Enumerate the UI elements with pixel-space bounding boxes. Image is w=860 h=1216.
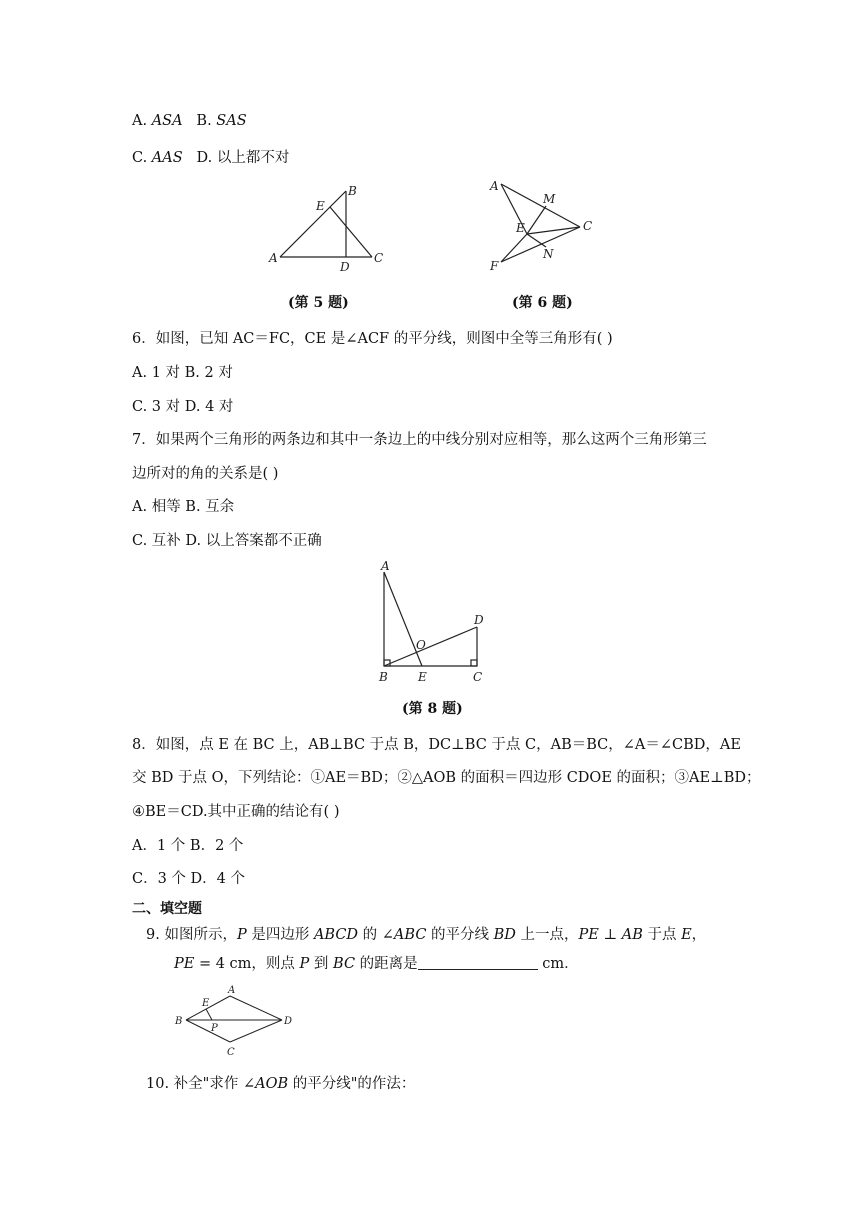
fig5-label-b: B (348, 184, 357, 198)
fig9-label-b: B (175, 1016, 183, 1027)
fig8-caption: (第 8 题) (402, 701, 463, 717)
fig8-label-c: C (473, 670, 483, 684)
figure-8 (372, 560, 496, 686)
fig5-label-a: A (269, 251, 278, 265)
q8-stem-line3: ④BE＝CD.其中正确的结论有( ) (132, 804, 340, 820)
q6-stem: 6．如图，已知 AC＝FC，CE 是∠ACF 的平分线，则图中全等三角形有( ) (132, 331, 613, 347)
fig5-label-e: E (316, 199, 325, 213)
q5-options-line1: A. ASA B. SAS (132, 113, 247, 129)
figure-5 (262, 184, 392, 274)
fig9-label-p: P (211, 1023, 218, 1034)
answer-blank[interactable] (418, 957, 538, 970)
fig6-label-a: A (490, 179, 499, 193)
fig8-label-e: E (418, 670, 427, 684)
fig8-label-a: A (381, 560, 390, 573)
q9-line1: 9. 如图所示，P 是四边形 ABCD 的 ∠ABC 的平分线 BD 上一点，PE ⊥ AB 于点 E， (146, 927, 707, 943)
fig9-label-d: D (284, 1016, 293, 1027)
fig5-label-d: D (340, 260, 350, 274)
q7-options-line2: C. 互补 D. 以上答案都不正确 (132, 533, 322, 549)
figure-9 (170, 982, 300, 1060)
fig5-label-c: C (374, 251, 384, 265)
fig8-label-d: D (474, 613, 484, 627)
q7-options-line1: A. 相等 B. 互余 (132, 499, 235, 515)
fig6-label-m: M (543, 192, 556, 206)
figure-6 (484, 176, 604, 276)
q7-stem-line1: 7．如果两个三角形的两条边和其中一条边上的中线分别对应相等，那么这两个三角形第三 (132, 432, 707, 448)
fig8-label-b: B (379, 670, 388, 684)
q8-options-line1: A．1 个 B．2 个 (132, 838, 244, 854)
fig9-label-e: E (202, 998, 210, 1009)
section-heading: 二、填空题 (132, 901, 202, 917)
q8-stem-line1: 8．如图，点 E 在 BC 上，AB⊥BC 于点 B，DC⊥BC 于点 C，AB＝BC，∠A＝∠CBD，AE (132, 737, 741, 753)
fig6-label-c: C (583, 219, 593, 233)
q5-options-line2: C. AAS D. 以上都不对 (132, 150, 290, 166)
q6-options-line2: C. 3 对 D. 4 对 (132, 399, 234, 415)
q6-options-line1: A. 1 对 B. 2 对 (132, 365, 233, 381)
fig5-caption: (第 5 题) (288, 295, 349, 311)
q8-options-line2: C．3 个 D．4 个 (132, 871, 245, 887)
fig6-label-e: E (516, 221, 525, 235)
fig6-caption: (第 6 题) (512, 295, 573, 311)
q8-stem-line2: 交 BD 于点 O，下列结论：①AE＝BD；②△AOB 的面积＝四边形 CDOE 的面积；③AE⊥BD； (132, 770, 761, 786)
q10-line: 10. 补全"求作 ∠AOB 的平分线"的作法： (146, 1076, 416, 1092)
fig9-label-c: C (227, 1047, 235, 1058)
fig6-label-n: N (543, 247, 554, 261)
fig9-label-a: A (228, 985, 236, 996)
q7-stem-line2: 边所对的角的关系是( ) (132, 466, 279, 482)
fig8-label-o: O (416, 638, 426, 652)
fig6-label-f: F (490, 259, 499, 273)
q9-line2: PE = 4 cm，则点 P 到 BC 的距离是 cm． (174, 956, 579, 972)
